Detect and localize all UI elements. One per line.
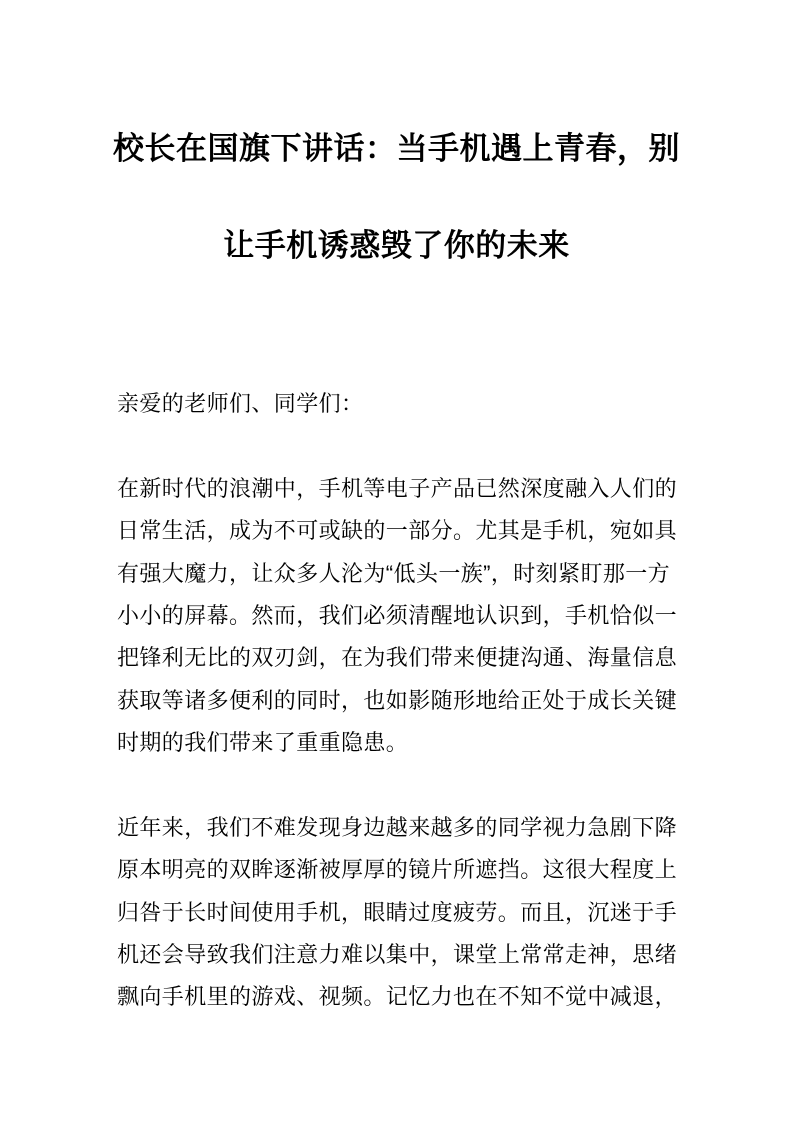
document-body xyxy=(117,383,693,1061)
text-line: 小小的屏幕。然而，我们必须清醒地认识到，手机恰似一 xyxy=(117,602,678,628)
text-line: 把锋利无比的双刃剑，在为我们带来便捷沟通、海量信息 xyxy=(117,645,678,671)
document-title xyxy=(0,100,793,294)
text-line: 原本明亮的双眸逐渐被厚厚的镜片所遮挡。这很大程度上 xyxy=(117,857,678,883)
text-line: 日常生活，成为不可或缺的一部分。尤其是手机，宛如具 xyxy=(117,518,678,544)
greeting-paragraph xyxy=(117,383,693,425)
greeting-line: 亲爱的老师们、同学们： xyxy=(117,391,364,416)
text-line: 近年来，我们不难发现身边越来越多的同学视力急剧下降 xyxy=(117,814,678,840)
document-title-line-1: 校长在国旗下讲话：当手机遇上青春，别 xyxy=(113,131,680,166)
paragraph-1 xyxy=(117,468,693,765)
text-line: 时期的我们带来了重重隐患。 xyxy=(117,730,409,756)
text-line: 归咎于长时间使用手机，眼睛过度疲劳。而且，沉迷于手 xyxy=(117,899,678,925)
text-line: 获取等诸多便利的同时，也如影随形地给正处于成长关键 xyxy=(117,687,678,713)
paragraph-2 xyxy=(117,807,693,1019)
text-line: 飘向手机里的游戏、视频。记忆力也在不知不觉中减退， xyxy=(117,984,678,1010)
text-line: 机还会导致我们注意力难以集中，课堂上常常走神，思绪 xyxy=(117,942,678,968)
text-line: 有强大魔力，让众多人沦为“低头一族”，时刻紧盯那一方 xyxy=(117,560,671,586)
document-title-line-2: 让手机诱惑毁了你的未来 xyxy=(223,228,570,263)
text-line: 在新时代的浪潮中，手机等电子产品已然深度融入人们的 xyxy=(117,475,678,501)
